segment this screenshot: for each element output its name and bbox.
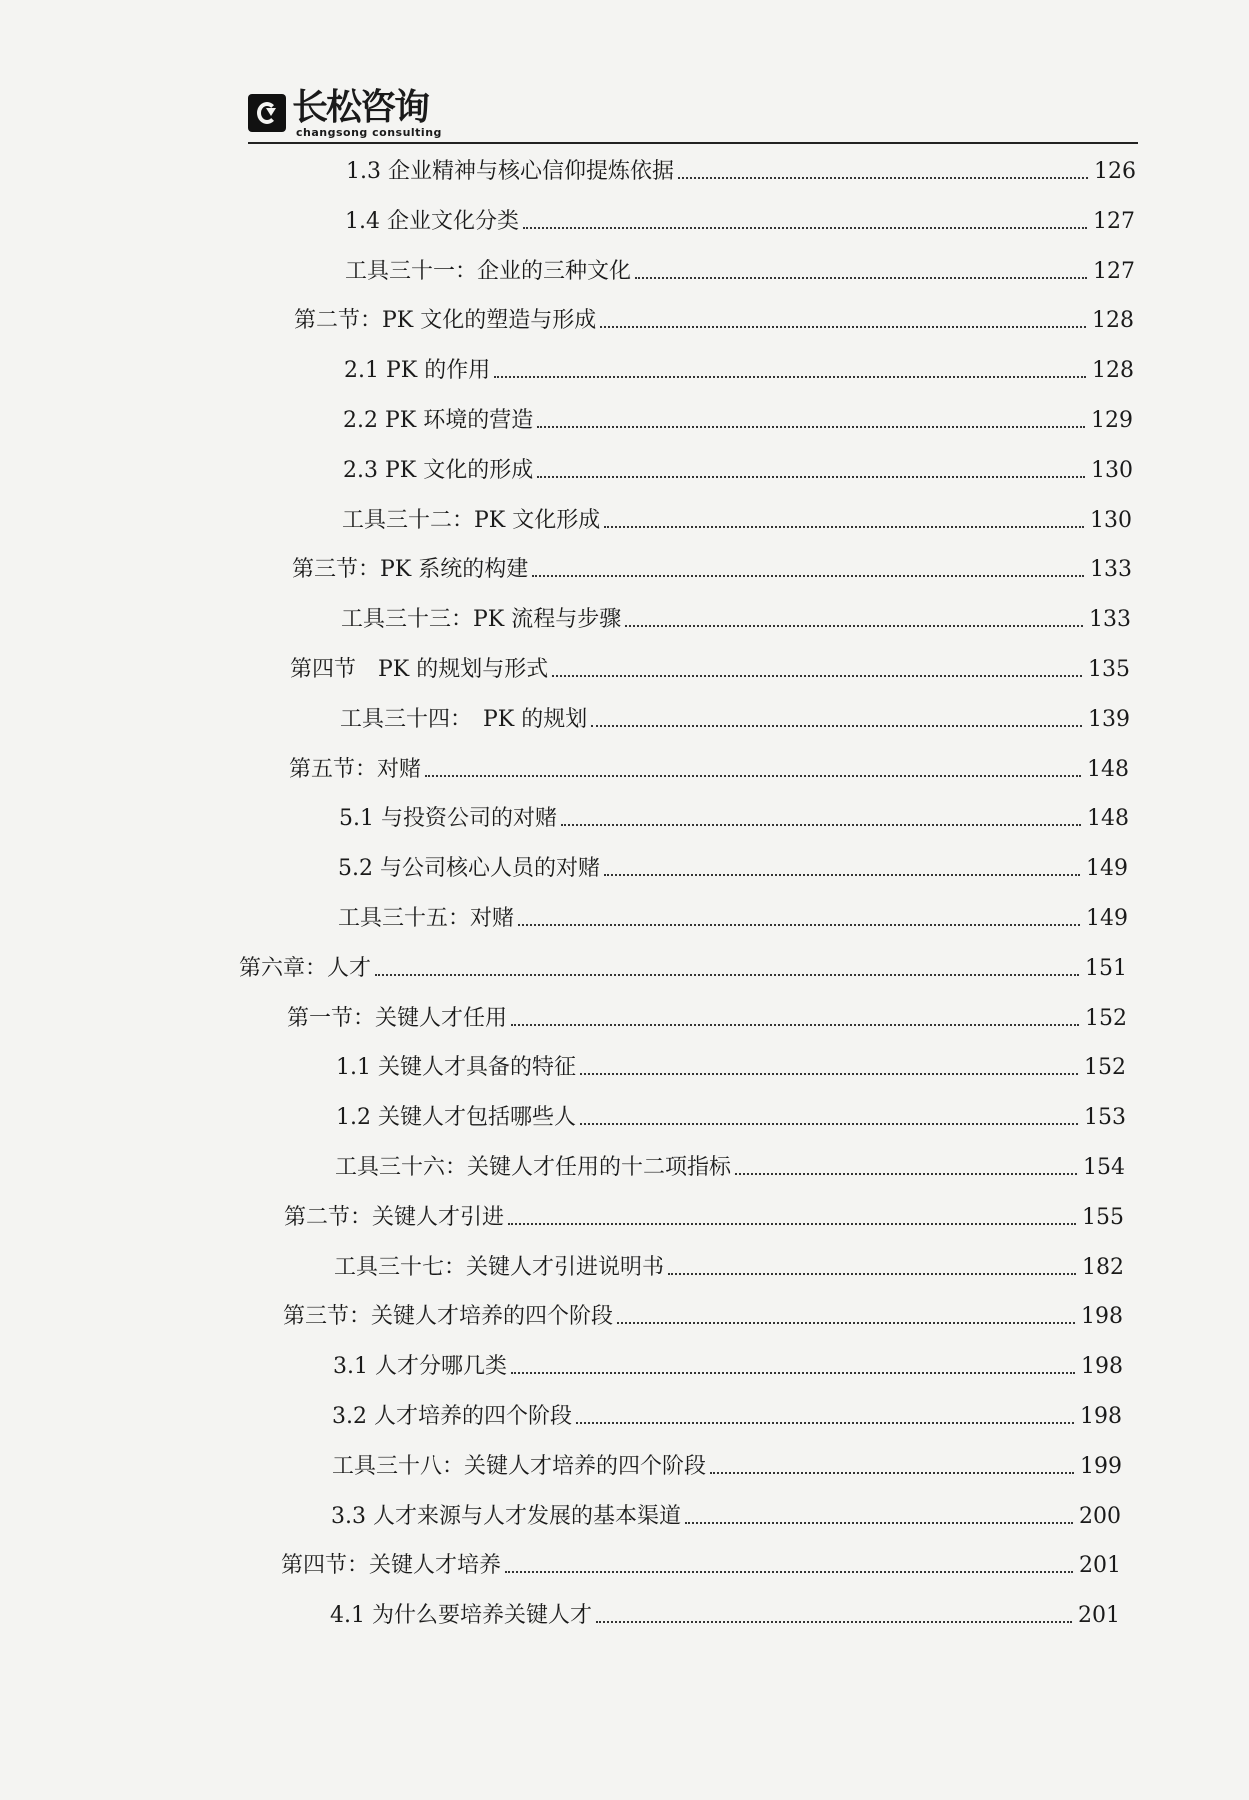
toc-page-number: 127 (1093, 259, 1135, 284)
toc-page-number: 154 (1083, 1155, 1125, 1180)
toc-leader-dots (511, 1024, 1079, 1026)
toc-leader-dots (537, 426, 1085, 428)
toc-entry (336, 1042, 1126, 1082)
toc-page-number: 151 (1085, 956, 1127, 981)
toc-leader-dots (678, 177, 1088, 179)
page-header (248, 86, 1138, 146)
changsong-logo-icon (248, 94, 286, 132)
toc-entry (281, 1540, 1121, 1580)
toc-entry-title: 5.2 与公司核心人员的对赌 (338, 856, 600, 881)
toc-page-number: 153 (1084, 1105, 1126, 1130)
toc-entry (336, 1092, 1126, 1132)
toc-leader-dots (635, 277, 1087, 279)
toc-entry-title: 5.1 与投资公司的对赌 (339, 806, 557, 831)
toc-entry (239, 943, 1127, 983)
toc-leader-dots (604, 874, 1080, 876)
toc-entry (333, 1341, 1123, 1381)
toc-page-number: 198 (1081, 1354, 1123, 1379)
toc-leader-dots (600, 326, 1086, 328)
toc-leader-dots (617, 1322, 1075, 1324)
toc-entry (346, 146, 1136, 186)
toc-entry-title: 1.3 企业精神与核心信仰提炼依据 (346, 159, 674, 184)
toc-entry-title: 第四节：关键人才培养 (281, 1553, 502, 1578)
toc-entry-title: 2.2 PK 环境的营造 (343, 408, 534, 433)
toc-leader-dots (580, 1123, 1078, 1125)
toc-entry-title: 工具三十八：关键人才培养的四个阶段 (332, 1454, 707, 1479)
toc-entry-title: 第二节：关键人才引进 (284, 1205, 505, 1230)
toc-entry (330, 1590, 1120, 1630)
toc-page-number: 129 (1091, 408, 1133, 433)
toc-leader-dots (685, 1522, 1073, 1524)
toc-page-number: 201 (1079, 1553, 1121, 1578)
toc-leader-dots (576, 1422, 1074, 1424)
logo-chinese-name: 长松咨询 (292, 87, 429, 128)
toc-page-number: 148 (1087, 757, 1129, 782)
toc-leader-dots (735, 1173, 1077, 1175)
toc-entry (345, 246, 1135, 286)
toc-entry (343, 395, 1133, 435)
toc-entry-title: 1.2 关键人才包括哪些人 (336, 1105, 576, 1130)
toc-leader-dots (511, 1372, 1075, 1374)
toc-page-number: 133 (1089, 607, 1131, 632)
toc-page-number: 128 (1092, 358, 1134, 383)
toc-entry (294, 295, 1134, 335)
toc-leader-dots (518, 924, 1080, 926)
toc-entry (345, 196, 1135, 236)
toc-leader-dots (710, 1472, 1074, 1474)
toc-entry-title: 2.1 PK 的作用 (344, 358, 491, 383)
toc-entry (335, 1142, 1125, 1182)
toc-entry-title: 第三节：关键人才培养的四个阶段 (283, 1304, 614, 1329)
toc-entry-title: 3.2 人才培养的四个阶段 (332, 1404, 572, 1429)
toc-page-number: 130 (1091, 458, 1133, 483)
toc-page-number: 199 (1080, 1454, 1122, 1479)
toc-entry-title: 工具三十一：企业的三种文化 (345, 259, 632, 284)
toc-page-number: 152 (1085, 1006, 1127, 1031)
toc-entry (289, 744, 1129, 784)
toc-entry (331, 1491, 1121, 1531)
toc-page-number: 139 (1088, 707, 1130, 732)
toc-leader-dots (425, 775, 1081, 777)
toc-entry (287, 993, 1127, 1033)
toc-leader-dots (552, 675, 1082, 677)
toc-leader-dots (532, 575, 1084, 577)
toc-entry-title: 4.1 为什么要培养关键人才 (330, 1603, 592, 1628)
toc-entry (338, 843, 1128, 883)
toc-leader-dots (596, 1621, 1072, 1623)
toc-page-number: 198 (1080, 1404, 1122, 1429)
toc-entry (340, 694, 1130, 734)
toc-leader-dots (537, 476, 1085, 478)
toc-entry-title: 2.3 PK 文化的形成 (343, 458, 534, 483)
toc-page-number: 130 (1090, 508, 1132, 533)
toc-entry (342, 495, 1132, 535)
toc-entry-title: 工具三十二：PK 文化形成 (342, 508, 601, 533)
toc-leader-dots (508, 1223, 1076, 1225)
toc-entry (338, 893, 1128, 933)
toc-entry (332, 1441, 1122, 1481)
toc-entry-title: 工具三十七：关键人才引进说明书 (334, 1255, 665, 1280)
toc-leader-dots (375, 974, 1079, 976)
toc-page-number: 152 (1084, 1055, 1126, 1080)
toc-entry-title: 3.1 人才分哪几类 (333, 1354, 507, 1379)
toc-page-number: 135 (1088, 657, 1130, 682)
toc-leader-dots (625, 625, 1083, 627)
toc-entry (283, 1291, 1123, 1331)
toc-entry (341, 594, 1131, 634)
toc-page-number: 201 (1078, 1603, 1120, 1628)
toc-entry (344, 345, 1134, 385)
toc-page-number: 128 (1092, 308, 1134, 333)
toc-entry-title: 1.4 企业文化分类 (345, 209, 519, 234)
toc-page-number: 149 (1086, 906, 1128, 931)
toc-page-number: 182 (1082, 1255, 1124, 1280)
toc-page-number: 133 (1090, 557, 1132, 582)
toc-entry-title: 3.3 人才来源与人才发展的基本渠道 (331, 1504, 681, 1529)
toc-entry (292, 544, 1132, 584)
toc-entry-title: 工具三十三：PK 流程与步骤 (341, 607, 622, 632)
toc-leader-dots (494, 376, 1086, 378)
toc-leader-dots (668, 1273, 1076, 1275)
toc-entry (334, 1242, 1124, 1282)
toc-entry-title: 第二节：PK 文化的塑造与形成 (294, 308, 597, 333)
toc-entry-title: 第三节：PK 系统的构建 (292, 557, 529, 582)
toc-leader-dots (505, 1571, 1073, 1573)
toc-page-number: 148 (1087, 806, 1129, 831)
toc-page-number: 200 (1079, 1504, 1121, 1529)
toc-page-number: 155 (1082, 1205, 1124, 1230)
toc-entry-title: 第五节：对赌 (289, 757, 422, 782)
toc-leader-dots (561, 824, 1081, 826)
logo-english-name: changsong consulting (296, 126, 442, 139)
toc-leader-dots (591, 725, 1082, 727)
header-divider (248, 142, 1138, 144)
toc-entry-title: 工具三十六：关键人才任用的十二项指标 (335, 1155, 732, 1180)
toc-entry-title: 第六章：人才 (239, 956, 372, 981)
toc-entry (290, 644, 1130, 684)
toc-entry-title: 工具三十五：对赌 (338, 906, 515, 931)
toc-entry (343, 445, 1133, 485)
toc-entry (284, 1192, 1124, 1232)
toc-leader-dots (604, 526, 1084, 528)
toc-entry-title: 第一节：关键人才任用 (287, 1006, 508, 1031)
toc-leader-dots (523, 227, 1087, 229)
toc-page-number: 198 (1081, 1304, 1123, 1329)
toc-leader-dots (580, 1073, 1078, 1075)
toc-entry (339, 793, 1129, 833)
toc-entry-title: 第四节 PK 的规划与形式 (290, 657, 549, 682)
toc-entry-title: 1.1 关键人才具备的特征 (336, 1055, 576, 1080)
toc-page-number: 127 (1093, 209, 1135, 234)
toc-entry-title: 工具三十四： PK 的规划 (340, 707, 588, 732)
toc-page-number: 149 (1086, 856, 1128, 881)
toc-page-number: 126 (1094, 159, 1136, 184)
toc-entry (332, 1391, 1122, 1431)
